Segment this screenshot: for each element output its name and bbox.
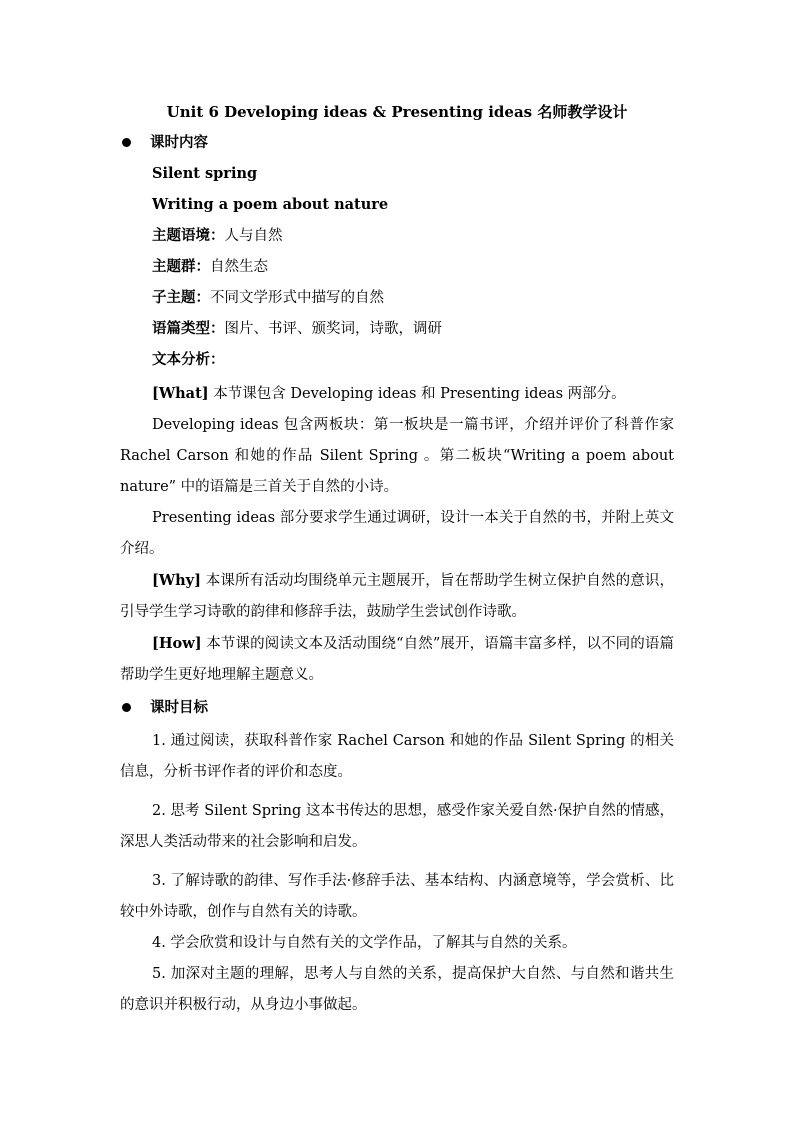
goal-item: 5. 加深对主题的理解，思考人与自然的关系，提高保护大自然、与自然和谐共生的意识并积极行动，从身边小事做起。: [120, 966, 674, 1013]
goal-item: 3. 了解诗歌的韵律、写作手法·修辞手法、基本结构、内涵意境等，学会赏析、比较中外诗歌，创作与自然有关的诗歌。: [120, 873, 674, 920]
what-tag: [What]: [152, 385, 209, 402]
how-paragraph: [120, 628, 674, 691]
developing-ideas-paragraph: Developing ideas 包含两板块：第一板块是一篇书评，介绍并评价了科普作家 Rachel Carson 和她的作品 Silent Spring 。第二板块“Writing a poem about nature” 中的语篇是三首关于自然的小诗。: [120, 417, 674, 495]
what-paragraph: [120, 378, 674, 410]
document-content: [120, 98, 674, 1021]
how-text: 本节课的阅读文本及活动围绕“自然”展开，语篇丰富多样，以不同的语篇帮助学生更好地理解主题意义。: [120, 636, 674, 683]
theme-group-value: 自然生态: [210, 259, 268, 275]
why-paragraph: [120, 565, 674, 628]
content-line-title: Silent spring: [152, 165, 258, 182]
presenting-ideas-paragraph: Presenting ideas 部分要求学生通过调研，设计一本关于自然的书，并附上英文介绍。: [120, 510, 674, 557]
text-type-value: 图片、书评、颁奖词，诗歌，调研: [224, 321, 442, 337]
bullet-dot-icon: [122, 138, 131, 147]
section-heading-text: 课时目标: [150, 699, 208, 716]
goal-item: 2. 思考 Silent Spring 这本书传达的思想，感受作家关爱自然·保护自然的情感，深思人类活动带来的社会影响和启发。: [120, 803, 674, 850]
theme-context-value: 人与自然: [224, 228, 283, 244]
goal-item: 1. 通过阅读，获取科普作家 Rachel Carson 和她的作品 Silent Spring 的相关信息，分析书评作者的评价和态度。: [120, 733, 674, 780]
text-type-label: 语篇类型：: [152, 320, 225, 337]
theme-context-line: [120, 223, 674, 249]
why-tag: [Why]: [152, 572, 201, 589]
theme-group-label: 主题群：: [152, 258, 210, 275]
sub-theme-value: 不同文学形式中描写的自然: [210, 290, 384, 306]
goal-item: 4. 学会欣赏和设计与自然有关的文学作品，了解其与自然的关系。: [152, 935, 577, 951]
sub-theme-line: [120, 285, 674, 311]
text-type-line: [120, 316, 674, 342]
theme-group-line: [120, 254, 674, 280]
document-title: Unit 6 Developing ideas & Presenting ideas 名师教学设计: [166, 103, 628, 121]
how-tag: [How]: [152, 635, 202, 652]
text-analysis-label: 文本分析：: [152, 351, 225, 368]
sub-theme-label: 子主题：: [152, 289, 210, 306]
theme-context-label: 主题语境：: [152, 227, 225, 244]
content-line-writing: Writing a poem about nature: [152, 196, 389, 213]
why-text: 本课所有活动均围绕单元主题展开，旨在帮助学生树立保护自然的意识，引导学生学习诗歌的韵律和修辞手法，鼓励学生尝试创作诗歌。: [120, 573, 674, 620]
bullet-dot-icon: [122, 703, 131, 712]
what-text: 本节课包含 Developing ideas 和 Presenting ideas 两部分。: [208, 386, 626, 402]
section-heading-text: 课时内容: [150, 134, 208, 151]
section-heading-lesson-content: [120, 130, 674, 156]
section-heading-lesson-goals: [120, 695, 674, 721]
